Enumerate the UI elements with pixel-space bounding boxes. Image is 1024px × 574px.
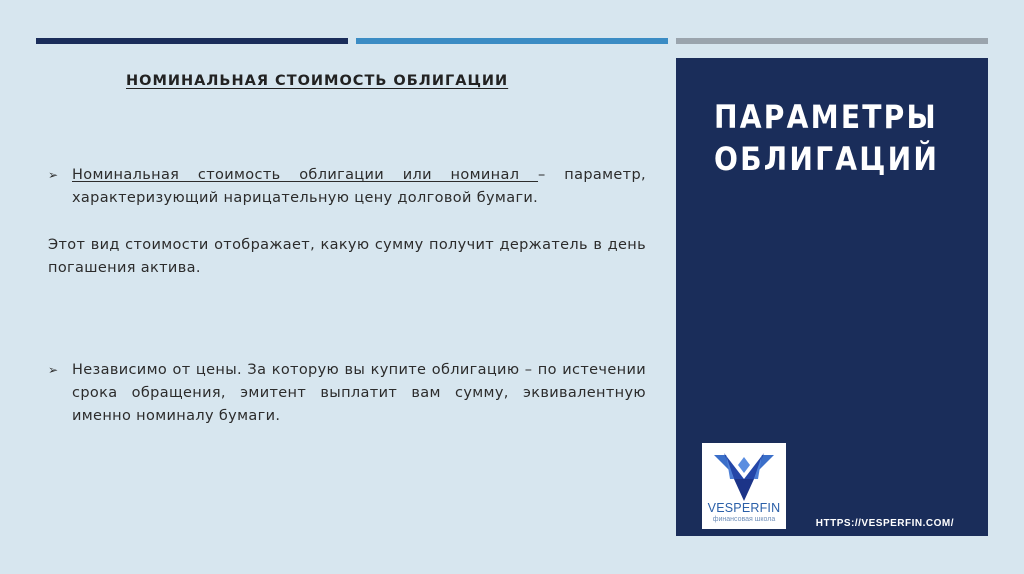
v-logo-icon [712, 449, 776, 503]
bullet-text [72, 164, 646, 210]
paragraph-text: Этот вид стоимости отображает, какую сумму получит держатель в день погашения актива. [48, 237, 646, 276]
bullet-item-nominal [48, 164, 646, 210]
logo-subtitle: финансовая школа [712, 516, 776, 523]
bullet-text: Независимо от цены. За которую вы купите облигацию – по истечении срока обращения, эмитент выплатит вам сумму, эквивалентную именно номиналу бумаги. [72, 362, 646, 424]
arrow-bullet-icon: ➢ [48, 363, 59, 377]
panel-title [714, 96, 939, 180]
vesperfin-logo [702, 443, 786, 529]
website-url[interactable]: HTTPS://VESPERFIN.COM/ [815, 518, 954, 529]
side-panel [676, 58, 988, 536]
slide-title: НОМИНАЛЬНАЯ СТОИМОСТЬ ОБЛИГАЦИИ [126, 73, 509, 89]
paragraph-block [48, 234, 646, 280]
top-bar-navy [36, 38, 348, 44]
arrow-bullet-icon: ➢ [48, 168, 59, 182]
top-bar-gray [676, 38, 988, 44]
term-definition: Номинальная стоимость облигации или номинал [72, 167, 539, 183]
term-explanation: – параметр, характеризующий нарицательную цену долговой бумаги. [72, 167, 646, 206]
top-bar-blue [356, 38, 668, 44]
panel-title-line-2: ОБЛИГАЦИЙ [714, 140, 940, 178]
panel-title-line-1: ПАРАМЕТРЫ [714, 98, 938, 136]
logo-name: VESPERFIN [707, 501, 781, 515]
bullet-item-price [48, 359, 646, 428]
